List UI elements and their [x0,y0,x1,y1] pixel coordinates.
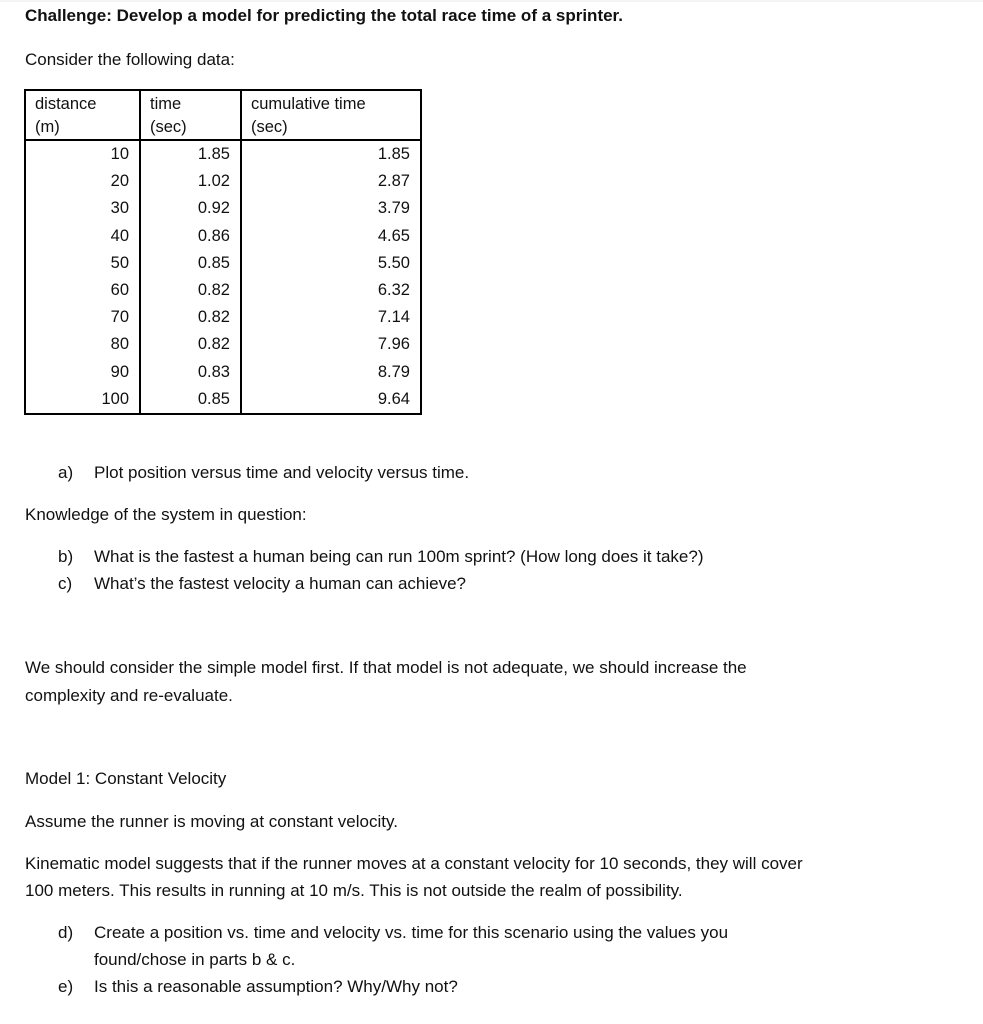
kinematic-line-1: Kinematic model suggests that if the runner moves at a constant velocity for 10 seconds, they will cover [25,854,803,873]
table-row [25,195,421,222]
simple-model-line-1: We should consider the simple model first. If that model is not adequate, we should increase the [25,658,747,677]
distance-cell: 70 [25,304,140,331]
header-cumulative-time: cumulative time (sec) [241,90,421,140]
time-cell: 0.82 [140,277,241,304]
table-row [25,168,421,195]
cumulative-time-cell: 8.79 [241,359,421,386]
table-row [25,386,421,414]
question-c: c) What’s the fastest velocity a human can achieve? [58,574,466,593]
time-cell: 0.82 [140,331,241,358]
time-cell: 0.86 [140,223,241,250]
cumulative-time-cell: 7.96 [241,331,421,358]
distance-cell: 10 [25,140,140,168]
time-cell: 0.85 [140,386,241,414]
time-cell: 0.85 [140,250,241,277]
time-cell: 1.85 [140,140,241,168]
table-row [25,277,421,304]
model1-heading: Model 1: Constant Velocity [25,769,227,788]
question-a: a) Plot position versus time and velocity versus time. [58,463,470,482]
table-row [25,223,421,250]
question-e: e) Is this a reasonable assumption? Why/Why not? [58,977,458,996]
time-cell: 0.82 [140,304,241,331]
table-row [25,140,421,168]
cumulative-time-cell: 3.79 [241,195,421,222]
time-cell: 0.92 [140,195,241,222]
table-row [25,304,421,331]
sprint-data-table [24,89,422,415]
knowledge-heading: Knowledge of the system in question: [25,505,307,524]
cumulative-time-cell: 1.85 [241,140,421,168]
table-row [25,359,421,386]
distance-cell: 100 [25,386,140,414]
cumulative-time-cell: 6.32 [241,277,421,304]
distance-cell: 60 [25,277,140,304]
assume-text: Assume the runner is moving at constant velocity. [25,812,398,831]
cumulative-time-cell: 7.14 [241,304,421,331]
cumulative-time-cell: 9.64 [241,386,421,414]
distance-cell: 80 [25,331,140,358]
question-d-continued: found/chose in parts b & c. [94,950,296,969]
distance-cell: 50 [25,250,140,277]
header-distance: distance (m) [25,90,140,140]
table-header-row [25,90,421,140]
intro-text: Consider the following data: [25,50,235,69]
cumulative-time-cell: 5.50 [241,250,421,277]
time-cell: 1.02 [140,168,241,195]
distance-cell: 90 [25,359,140,386]
table-row [25,331,421,358]
question-b: b) What is the fastest a human being can run 100m sprint? (How long does it take?) [58,547,704,566]
table-row [25,250,421,277]
time-cell: 0.83 [140,359,241,386]
kinematic-line-2: 100 meters. This results in running at 10 m/s. This is not outside the realm of possibility. [25,881,683,900]
distance-cell: 20 [25,168,140,195]
top-edge [0,0,983,2]
distance-cell: 40 [25,223,140,250]
question-d: d) Create a position vs. time and velocity vs. time for this scenario using the values you [58,923,729,942]
header-time: time (sec) [140,90,241,140]
page-title: Challenge: Develop a model for predicting the total race time of a sprinter. [25,6,623,25]
cumulative-time-cell: 2.87 [241,168,421,195]
distance-cell: 30 [25,195,140,222]
cumulative-time-cell: 4.65 [241,223,421,250]
simple-model-line-2: complexity and re-evaluate. [25,686,233,705]
